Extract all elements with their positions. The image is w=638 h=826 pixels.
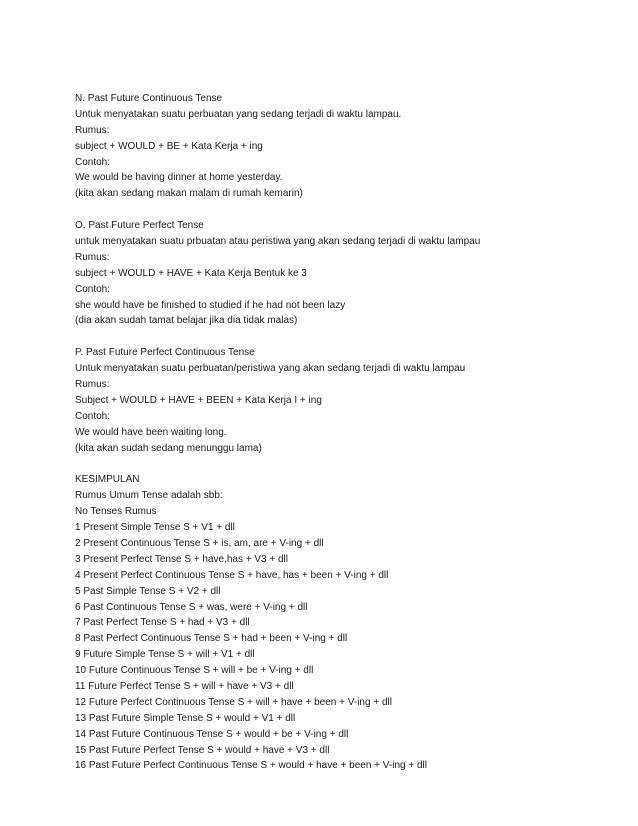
section-description: untuk menyatakan suatu prbuatan atau peristiwa yang akan sedang terjadi di waktu lampau	[75, 236, 481, 248]
tense-row: 14 Past Future Continuous Tense S + would + be + V-ing + dll	[75, 728, 349, 740]
tense-row: 7 Past Perfect Tense S + had + V3 + dll	[75, 617, 250, 629]
section-heading: O. Past Future Perfect Tense	[75, 220, 204, 232]
conclusion-intro: Rumus Umum Tense adalah sbb:	[75, 490, 223, 502]
example-translation: (kita akan sudah sedang menunggu lama)	[75, 442, 262, 454]
tense-row: 12 Future Perfect Continuous Tense S + will + have + been + V-ing + dll	[75, 696, 392, 708]
tense-table-header: No Tenses Rumus	[75, 506, 157, 518]
rumus-label: Rumus:	[75, 124, 110, 136]
example-sentence: she would have be finished to studied if he had not been lazy	[75, 299, 346, 311]
conclusion-heading: KESIMPULAN	[75, 474, 140, 486]
example-sentence: We would be having dinner at home yesterday.	[75, 172, 283, 184]
contoh-label: Contoh:	[75, 410, 111, 422]
section-p	[75, 345, 575, 456]
section-heading: P. Past Future Perfect Continuous Tense	[75, 347, 255, 359]
tense-row: 5 Past Simple Tense S + V2 + dll	[75, 585, 221, 597]
formula: subject + WOULD + BE + Kata Kerja + ing	[75, 140, 263, 152]
blank-line	[75, 329, 575, 345]
tense-row: 9 Future Simple Tense S + will + V1 + dll	[75, 649, 255, 661]
example-translation: (dia akan sudah tamat belajar jika dia tidak malas)	[75, 315, 298, 327]
tense-row: 13 Past Future Simple Tense S + would + V1 + dll	[75, 712, 296, 724]
tense-row: 2 Present Continuous Tense S + is, am, are + V-ing + dll	[75, 537, 324, 549]
example-sentence: We would have been waiting long.	[75, 426, 227, 438]
formula: subject + WOULD + HAVE + Kata Kerja Bentuk ke 3	[75, 267, 307, 279]
section-n	[75, 91, 575, 202]
tense-list	[75, 520, 575, 774]
contoh-label: Contoh:	[75, 156, 111, 168]
blank-line	[75, 456, 575, 472]
contoh-label: Contoh:	[75, 283, 111, 295]
tense-row: 3 Present Perfect Tense S + have,has + V3 + dll	[75, 553, 289, 565]
tense-row: 4 Present Perfect Continuous Tense S + have, has + been + V-ing + dll	[75, 569, 389, 581]
tense-row: 10 Future Continuous Tense S + will + be + V-ing + dll	[75, 665, 314, 677]
rumus-label: Rumus:	[75, 251, 110, 263]
tense-row: 11 Future Perfect Tense S + will + have + V3 + dll	[75, 680, 294, 692]
blank-line	[75, 202, 575, 218]
tense-row: 16 Past Future Perfect Continuous Tense S + would + have + been + V-ing + dll	[75, 760, 427, 772]
section-description: Untuk menyatakan suatu perbuatan/peristiwa yang akan sedang terjadi di waktu lampau	[75, 363, 466, 375]
section-o	[75, 218, 575, 329]
tense-row: 8 Past Perfect Continuous Tense S + had + been + V-ing + dll	[75, 633, 348, 645]
conclusion-section	[75, 472, 575, 774]
section-description: Untuk menyatakan suatu perbuatan yang sedang terjadi di waktu lampau.	[75, 108, 402, 120]
tense-row: 15 Past Future Perfect Tense S + would + have + V3 + dll	[75, 744, 330, 756]
formula: Subject + WOULD + HAVE + BEEN + Kata Kerja I + ing	[75, 394, 322, 406]
document-body	[75, 91, 575, 774]
tense-row: 6 Past Continuous Tense S + was, were + V-ing + dll	[75, 601, 308, 613]
section-heading: N. Past Future Continuous Tense	[75, 93, 223, 104]
tense-row: 1 Present Simple Tense S + V1 + dll	[75, 522, 235, 534]
example-translation: (kita akan sedang makan malam di rumah kemarin)	[75, 188, 303, 200]
rumus-label: Rumus:	[75, 379, 110, 391]
